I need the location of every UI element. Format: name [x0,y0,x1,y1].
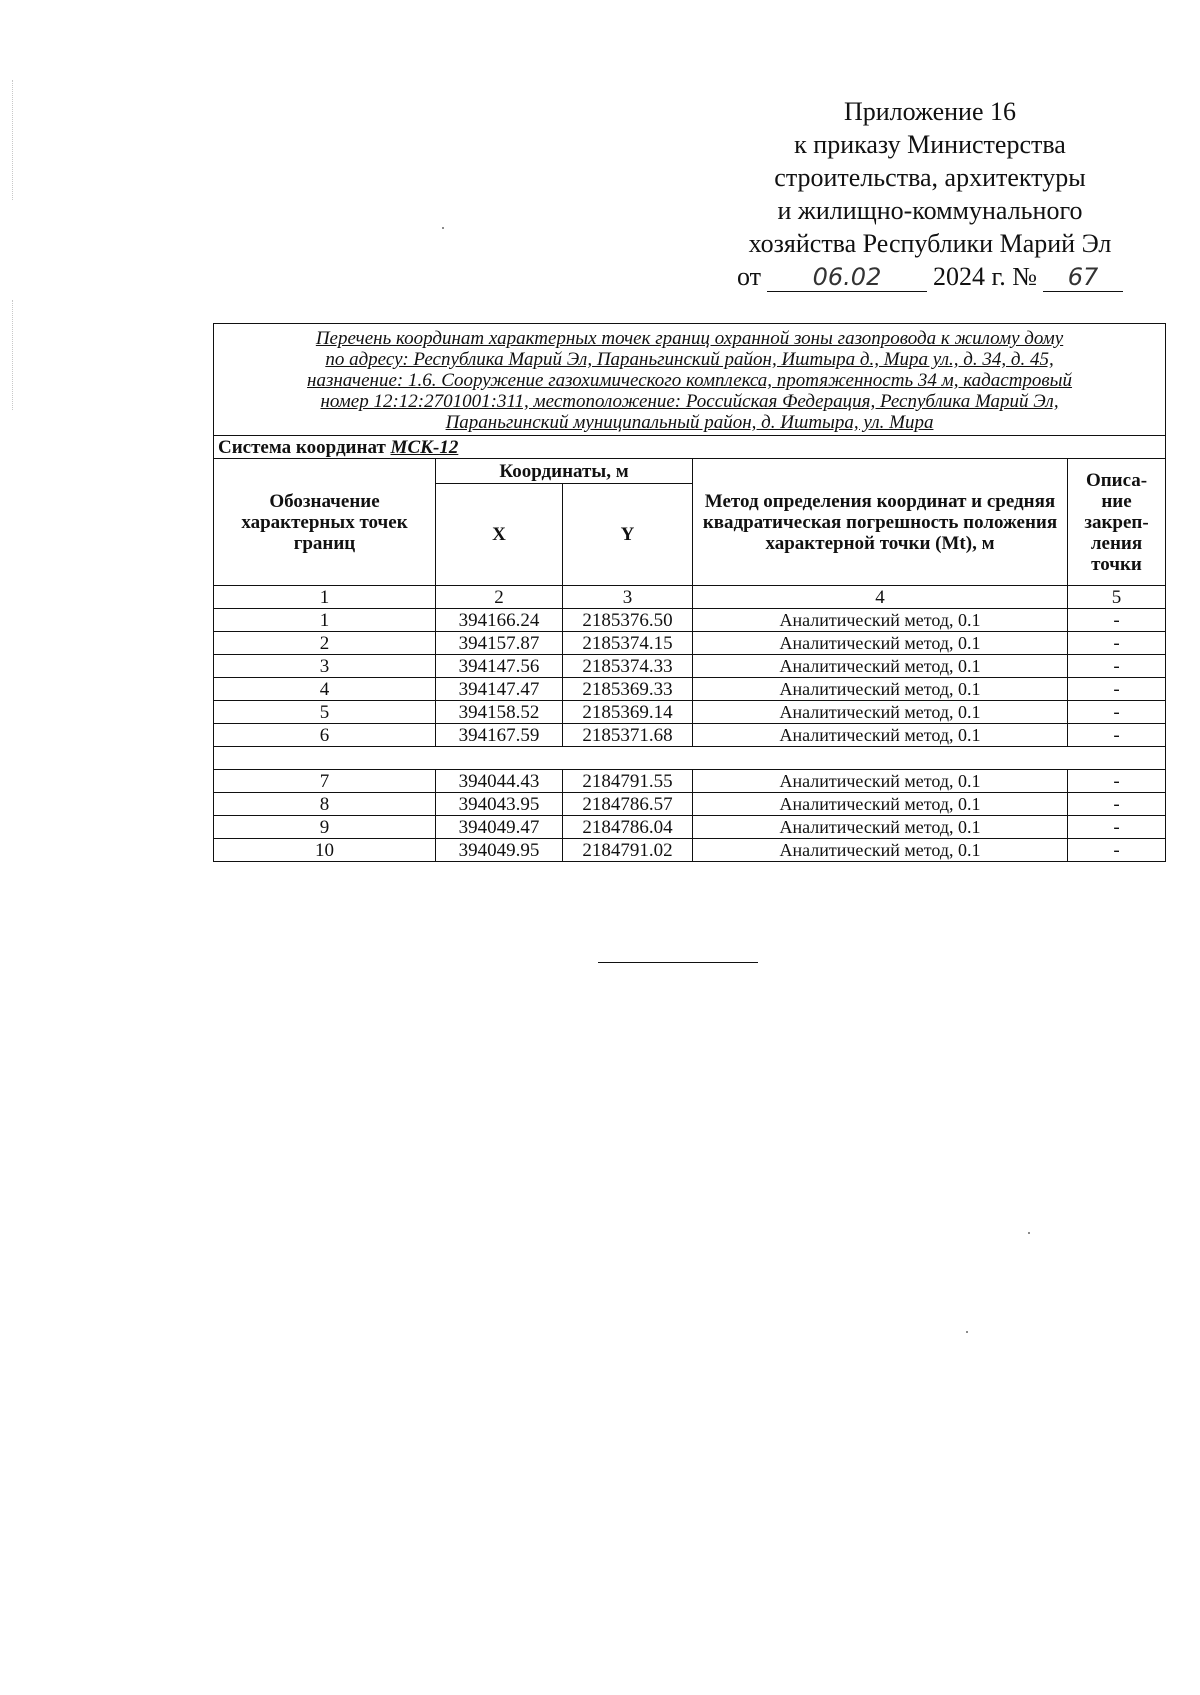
y-value: 2184791.55 [563,770,693,793]
table-row [214,678,1166,701]
table-row [214,632,1166,655]
column-number: 2 [436,586,563,609]
x-value: 394158.52 [436,701,563,724]
table-row [214,816,1166,839]
point-number: 2 [214,632,436,655]
method-value: Аналитический метод, 0.1 [693,724,1068,747]
table-row [214,724,1166,747]
from-label: от [736,262,761,291]
point-number: 7 [214,770,436,793]
x-value: 394044.43 [436,770,563,793]
column-number-row [214,586,1166,609]
x-value: 394157.87 [436,632,563,655]
point-number: 10 [214,839,436,862]
x-value: 394049.47 [436,816,563,839]
x-value: 394043.95 [436,793,563,816]
column-number: 3 [563,586,693,609]
x-value: 394049.95 [436,839,563,862]
description-value: - [1068,655,1166,678]
y-value: 2185371.68 [563,724,693,747]
header-y: Y [563,484,693,586]
table-row [214,793,1166,816]
ministry-name-1: строительства, архитектуры [774,163,1086,192]
caption-line: номер 12:12:2701001:311, местоположение: Российская Федерация, Республика Марий Эл, [320,391,1059,412]
description-value: - [1068,724,1166,747]
scan-speck [442,227,444,229]
method-value: Аналитический метод, 0.1 [693,632,1068,655]
header-method: Метод определения координат и средняя квадратическая погрешность положения характерной точки (Mt), м [693,459,1068,586]
header-x: X [436,484,563,586]
method-value: Аналитический метод, 0.1 [693,816,1068,839]
point-number: 4 [214,678,436,701]
column-number: 4 [693,586,1068,609]
point-number: 3 [214,655,436,678]
x-value: 394166.24 [436,609,563,632]
caption-line: Параньгинский муниципальный район, д. Иштыра, ул. Мира [445,412,934,433]
contour-separator-row [214,747,1166,770]
order-date-line [720,260,1140,293]
description-value: - [1068,839,1166,862]
appendix-title: Приложение 16 [843,97,1017,126]
caption-line: Перечень координат характерных точек границ охранной зоны газопровода к жилому дому [315,328,1064,349]
y-value: 2185374.33 [563,655,693,678]
y-value: 2184786.57 [563,793,693,816]
method-value: Аналитический метод, 0.1 [693,655,1068,678]
description-value: - [1068,701,1166,724]
scan-artifact [12,300,14,410]
point-number: 6 [214,724,436,747]
ministry-name-2: и жилищно-коммунального [777,196,1083,225]
x-value: 394147.56 [436,655,563,678]
point-number: 8 [214,793,436,816]
end-of-document-rule [598,962,758,963]
header-description: Описа-ние закреп-ления точки [1068,459,1166,586]
order-number-handwritten: 67 [1043,263,1123,292]
table-row [214,655,1166,678]
coordinates-table [213,323,1166,862]
method-value: Аналитический метод, 0.1 [693,678,1068,701]
scan-artifact [12,80,14,200]
table-caption [214,324,1166,436]
table-row [214,839,1166,862]
empty-separator [214,747,1166,770]
ministry-name-3: хозяйства Республики Марий Эл [748,229,1112,258]
coordinate-system-value: МСК-12 [390,436,459,458]
y-value: 2184791.02 [563,839,693,862]
description-value: - [1068,793,1166,816]
coordinate-system-label: Система координат [218,436,386,458]
caption-line: по адресу: Республика Марий Эл, Параньгинский район, Иштыра д., Мира ул., д. 34, д. 45, [325,349,1054,370]
scan-speck [966,1331,968,1333]
column-number: 5 [1068,586,1166,609]
x-value: 394167.59 [436,724,563,747]
method-value: Аналитический метод, 0.1 [693,793,1068,816]
y-value: 2184786.04 [563,816,693,839]
appendix-header [720,95,1140,293]
table-row [214,609,1166,632]
method-value: Аналитический метод, 0.1 [693,609,1068,632]
header-point-designation: Обозначение характерных точек границ [214,459,436,586]
order-reference: к приказу Министерства [794,130,1066,159]
header-coordinates: Координаты, м [436,459,693,484]
point-number: 5 [214,701,436,724]
caption-line: назначение: 1.6. Сооружение газохимического комплекса, протяженность 34 м, кадастровый [307,370,1073,391]
description-value: - [1068,816,1166,839]
method-value: Аналитический метод, 0.1 [693,770,1068,793]
y-value: 2185376.50 [563,609,693,632]
table-row [214,770,1166,793]
description-value: - [1068,609,1166,632]
y-value: 2185374.15 [563,632,693,655]
point-number: 9 [214,816,436,839]
table-row [214,701,1166,724]
description-value: - [1068,770,1166,793]
y-value: 2185369.14 [563,701,693,724]
coordinate-system-row [214,436,1166,459]
method-value: Аналитический метод, 0.1 [693,839,1068,862]
method-value: Аналитический метод, 0.1 [693,701,1068,724]
x-value: 394147.47 [436,678,563,701]
scan-speck [1028,1232,1030,1234]
y-value: 2185369.33 [563,678,693,701]
description-value: - [1068,678,1166,701]
point-number: 1 [214,609,436,632]
year-number-label: 2024 г. № [932,262,1038,291]
order-date-handwritten: 06.02 [767,263,927,292]
column-number: 1 [214,586,436,609]
description-value: - [1068,632,1166,655]
